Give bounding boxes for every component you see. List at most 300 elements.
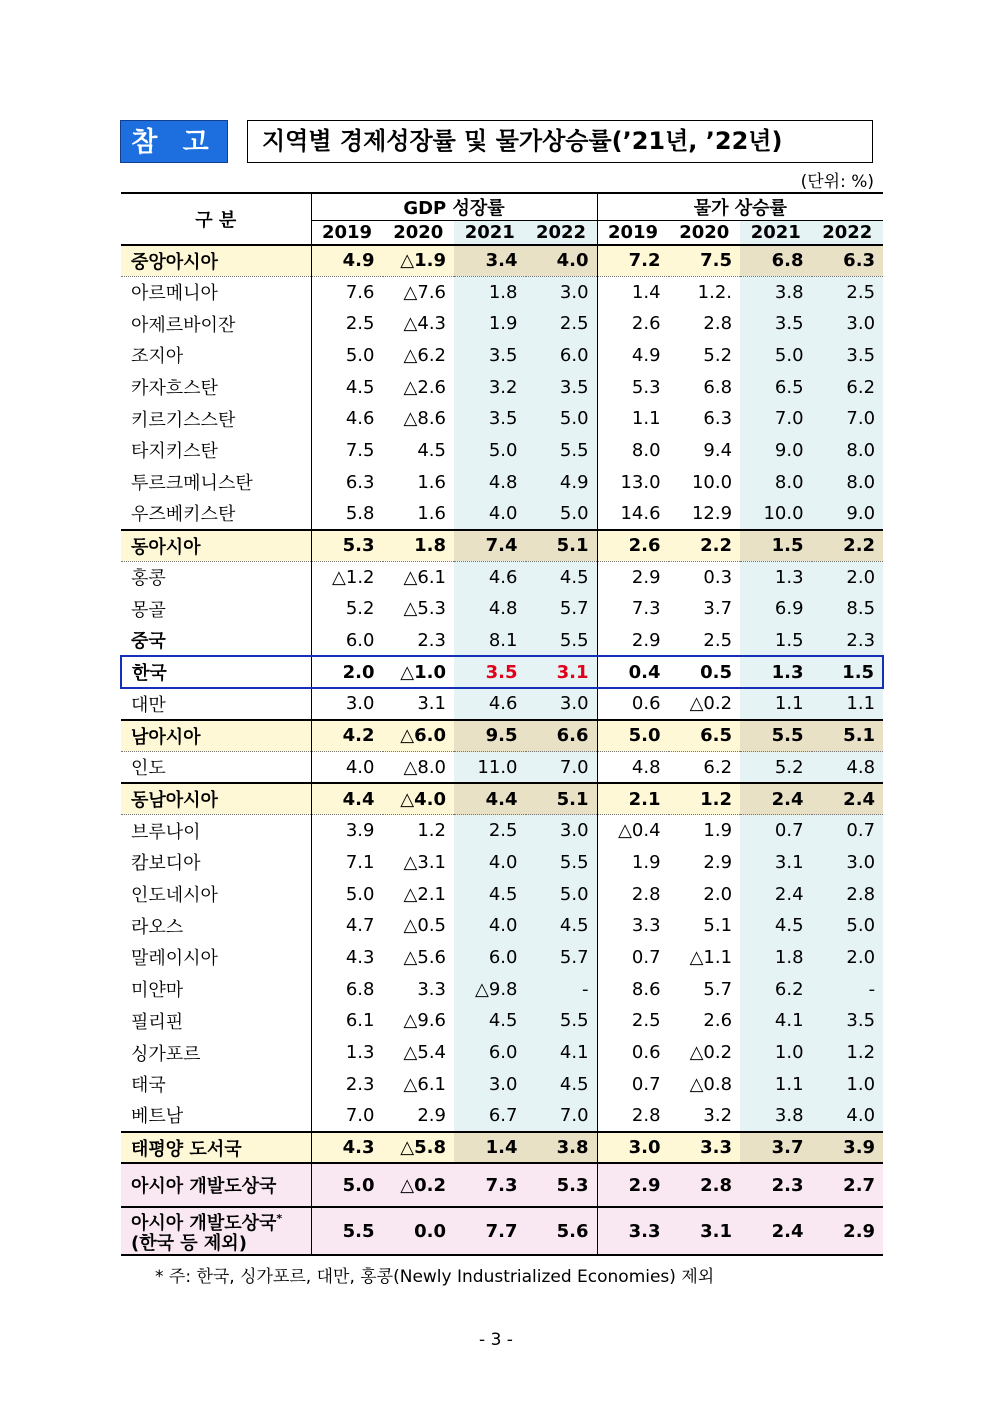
value-cell: △6.0 — [383, 720, 455, 752]
value-cell: 9.0 — [812, 498, 884, 530]
value-cell: 3.5 — [454, 656, 526, 688]
value-cell: 2.2 — [812, 530, 884, 562]
value-cell: 7.5 — [669, 245, 741, 277]
value-cell: △0.2 — [689, 693, 733, 715]
value-cell: 3.7 — [703, 598, 733, 620]
country-row — [121, 435, 883, 467]
value-cell: 2.8 — [812, 878, 884, 910]
value-cell: 7.3 — [454, 1163, 526, 1207]
value-cell: 6.5 — [740, 371, 812, 403]
value-cell: △1.0 — [383, 656, 455, 688]
country-row — [121, 1005, 883, 1037]
country-row — [121, 973, 883, 1005]
country-row — [121, 498, 883, 530]
value-cell: 1.2. — [697, 281, 733, 303]
value-cell: 4.8 — [812, 752, 884, 784]
value-cell: 7.0 — [526, 752, 598, 784]
value-cell: - — [526, 973, 598, 1005]
footnote: * 주: 한국, 싱가포르, 대만, 홍콩(Newly Industrialized Economies) 제외 — [155, 1267, 715, 1287]
value-cell: 0.7 — [631, 1073, 661, 1095]
country-row — [121, 340, 883, 372]
value-cell: 5.2 — [345, 598, 375, 620]
value-cell: △8.6 — [403, 408, 446, 430]
row-label — [121, 1207, 311, 1255]
value-cell: 7.0 — [812, 403, 884, 435]
row-label: 동남아시아 — [121, 783, 311, 815]
value-cell: 5.7 — [703, 978, 733, 1000]
value-cell: 5.1 — [526, 530, 598, 562]
value-cell: △0.2 — [383, 1163, 455, 1207]
row-label: 투르크메니스탄 — [121, 466, 311, 498]
value-cell: 2.9 — [631, 629, 661, 651]
value-cell: 0.7 — [631, 946, 661, 968]
value-cell: △1.9 — [383, 245, 455, 277]
country-row — [121, 371, 883, 403]
value-cell: 2.8 — [631, 883, 661, 905]
value-cell: 4.5 — [526, 561, 598, 593]
country-row — [121, 308, 883, 340]
value-cell: 5.2 — [740, 752, 812, 784]
value-cell: 0.5 — [669, 656, 741, 688]
value-cell: 3.1 — [417, 693, 446, 715]
value-cell: 1.9 — [454, 308, 526, 340]
value-cell: 4.5 — [526, 1068, 598, 1100]
value-cell: 5.8 — [345, 502, 375, 524]
value-cell: △2.6 — [403, 376, 446, 398]
value-cell: 2.9 — [631, 566, 661, 588]
value-cell: 1.2 — [417, 820, 446, 842]
value-cell: 1.2 — [669, 783, 741, 815]
value-cell: 7.6 — [345, 281, 375, 303]
value-cell: 8.0 — [631, 439, 661, 461]
value-cell: 3.5 — [526, 371, 598, 403]
value-cell: 3.1 — [740, 847, 812, 879]
row-label: 몽골 — [121, 593, 311, 625]
value-cell: 2.9 — [812, 1207, 884, 1255]
value-cell: 4.5 — [417, 439, 446, 461]
value-cell: 5.6 — [526, 1207, 598, 1255]
value-cell: 4.5 — [454, 1005, 526, 1037]
value-cell: 2.8 — [669, 1163, 741, 1207]
country-row — [121, 276, 883, 308]
value-cell: 1.0 — [812, 1068, 884, 1100]
value-cell: 3.4 — [454, 245, 526, 277]
country-row — [121, 815, 883, 847]
value-cell: 3.3 — [597, 1207, 669, 1255]
value-cell: 6.8 — [740, 245, 812, 277]
growth-inflation-table — [120, 192, 884, 1256]
value-cell: 0.6 — [631, 1042, 661, 1064]
value-cell: △7.6 — [403, 281, 446, 303]
value-cell: 2.3 — [345, 1073, 375, 1095]
value-cell: 1.1 — [740, 688, 812, 720]
value-cell: 5.0 — [740, 340, 812, 372]
country-row — [121, 688, 883, 720]
value-cell: 6.3 — [703, 408, 733, 430]
country-row — [121, 910, 883, 942]
value-cell: 2.9 — [597, 1163, 669, 1207]
value-cell: △5.6 — [403, 946, 446, 968]
value-cell: 3.9 — [345, 820, 375, 842]
value-cell: 1.9 — [631, 851, 661, 873]
value-cell: 1.6 — [417, 502, 446, 524]
value-cell: 7.4 — [454, 530, 526, 562]
year-header: 2021 — [454, 221, 526, 245]
row-label: 홍콩 — [121, 561, 311, 593]
value-cell: 4.7 — [345, 915, 375, 937]
value-cell: 6.8 — [703, 376, 733, 398]
country-row — [121, 593, 883, 625]
country-row — [121, 752, 883, 784]
value-cell: △5.8 — [383, 1132, 455, 1164]
value-cell: 5.7 — [526, 593, 598, 625]
value-cell: △0.4 — [618, 820, 661, 842]
value-cell: 5.7 — [526, 942, 598, 974]
value-cell: 1.6 — [417, 471, 446, 493]
value-cell: 3.8 — [740, 1100, 812, 1132]
value-cell: 5.5 — [526, 625, 598, 657]
value-cell: 4.5 — [454, 878, 526, 910]
value-cell: 4.2 — [311, 720, 383, 752]
row-label: 필리핀 — [121, 1005, 311, 1037]
value-cell: 3.1 — [526, 656, 598, 688]
value-cell: 3.0 — [526, 276, 598, 308]
value-cell: 13.0 — [620, 471, 661, 493]
value-cell: 5.5 — [740, 720, 812, 752]
row-label: 미얀마 — [121, 973, 311, 1005]
value-cell: 6.3 — [345, 471, 375, 493]
country-row — [121, 656, 883, 688]
country-row — [121, 1037, 883, 1069]
value-cell: 3.3 — [631, 915, 661, 937]
value-cell: 4.0 — [454, 498, 526, 530]
value-cell: 11.0 — [454, 752, 526, 784]
value-cell: 5.0 — [812, 910, 884, 942]
value-cell: 2.0 — [703, 883, 733, 905]
country-row — [121, 847, 883, 879]
value-cell: 10.0 — [740, 498, 812, 530]
value-cell: 5.0 — [526, 498, 598, 530]
reference-tag: 참 고 — [120, 120, 228, 163]
value-cell: △9.6 — [403, 1010, 446, 1032]
value-cell: 1.8 — [454, 276, 526, 308]
value-cell: △0.5 — [403, 915, 446, 937]
value-cell: △5.3 — [403, 598, 446, 620]
value-cell: 12.9 — [691, 502, 733, 524]
value-cell: 6.5 — [669, 720, 741, 752]
row-label: 인도네시아 — [121, 878, 311, 910]
label-line: (한국 등 제외) — [131, 1232, 247, 1254]
value-cell: 3.0 — [454, 1068, 526, 1100]
value-cell: 5.3 — [631, 376, 661, 398]
value-cell: 7.7 — [454, 1207, 526, 1255]
value-cell: 2.0 — [812, 942, 884, 974]
value-cell: 6.8 — [345, 978, 375, 1000]
year-header: 2019 — [597, 221, 669, 245]
value-cell: 2.4 — [740, 1207, 812, 1255]
value-cell: 2.5 — [526, 308, 598, 340]
value-cell: 0.4 — [597, 656, 669, 688]
value-cell: 5.5 — [526, 847, 598, 879]
value-cell: 9.0 — [740, 435, 812, 467]
year-header: 2021 — [740, 221, 812, 245]
value-cell: △2.1 — [403, 883, 446, 905]
value-cell: 7.1 — [345, 851, 375, 873]
value-cell: 3.9 — [812, 1132, 884, 1164]
value-cell: 1.3 — [740, 561, 812, 593]
country-row — [121, 403, 883, 435]
row-label: 남아시아 — [121, 720, 311, 752]
value-cell: 3.1 — [669, 1207, 741, 1255]
value-cell: 1.2 — [812, 1037, 884, 1069]
value-cell: 1.0 — [740, 1037, 812, 1069]
row-label: 캄보디아 — [121, 847, 311, 879]
value-cell: 6.2 — [703, 756, 733, 778]
value-cell: 2.1 — [597, 783, 669, 815]
row-label: 중앙아시아 — [121, 245, 311, 277]
value-cell: - — [812, 973, 884, 1005]
value-cell: 5.0 — [454, 435, 526, 467]
value-cell: 8.1 — [454, 625, 526, 657]
year-header: 2020 — [383, 221, 455, 245]
value-cell: 2.5 — [631, 1010, 661, 1032]
value-cell: 5.0 — [345, 883, 375, 905]
value-cell: △8.0 — [403, 756, 446, 778]
footnote-mark: * — [276, 1211, 283, 1225]
row-label: 태평양 도서국 — [121, 1132, 311, 1164]
value-cell: 1.5 — [740, 530, 812, 562]
value-cell: 4.1 — [740, 1005, 812, 1037]
row-label: 아르메니아 — [121, 276, 311, 308]
value-cell: 0.7 — [812, 815, 884, 847]
value-cell: 5.0 — [345, 344, 375, 366]
value-cell: 8.5 — [812, 593, 884, 625]
row-label: 태국 — [121, 1068, 311, 1100]
value-cell: 1.5 — [812, 656, 884, 688]
value-cell: 6.7 — [454, 1100, 526, 1132]
value-cell: 4.5 — [740, 910, 812, 942]
value-cell: 6.9 — [740, 593, 812, 625]
value-cell: 7.0 — [345, 1104, 375, 1126]
value-cell: △6.1 — [403, 566, 446, 588]
value-cell: 3.0 — [597, 1132, 669, 1164]
value-cell: 3.5 — [454, 403, 526, 435]
value-cell: 5.0 — [526, 403, 598, 435]
value-cell: 4.1 — [526, 1037, 598, 1069]
label-line: 아시아 개발도상국 — [131, 1212, 277, 1234]
value-cell: 4.6 — [345, 408, 375, 430]
value-cell: 3.8 — [526, 1132, 598, 1164]
value-cell: 1.3 — [740, 656, 812, 688]
value-cell: 8.0 — [740, 466, 812, 498]
value-cell: 14.6 — [620, 502, 661, 524]
country-row — [121, 466, 883, 498]
value-cell: △0.2 — [689, 1042, 733, 1064]
value-cell: △1.1 — [689, 946, 733, 968]
value-cell: 7.3 — [631, 598, 661, 620]
value-cell: 7.5 — [345, 439, 375, 461]
value-cell: 3.3 — [417, 978, 446, 1000]
value-cell: 2.2 — [669, 530, 741, 562]
value-cell: 1.9 — [703, 820, 733, 842]
value-cell: 2.0 — [812, 561, 884, 593]
value-cell: 5.1 — [703, 915, 733, 937]
value-cell: 5.3 — [526, 1163, 598, 1207]
value-cell: 2.8 — [703, 313, 733, 335]
year-header: 2019 — [311, 221, 383, 245]
value-cell: 7.2 — [597, 245, 669, 277]
value-cell: 3.0 — [526, 688, 598, 720]
value-cell: 3.5 — [454, 340, 526, 372]
value-cell: 1.8 — [740, 942, 812, 974]
value-cell: 5.1 — [526, 783, 598, 815]
value-cell: 3.3 — [669, 1132, 741, 1164]
value-cell: 1.1 — [631, 408, 661, 430]
row-label: 중국 — [121, 625, 311, 657]
value-cell: 10.0 — [691, 471, 733, 493]
value-cell: 4.8 — [631, 756, 661, 778]
value-cell: 3.0 — [812, 308, 884, 340]
region-row — [121, 720, 883, 752]
value-cell: 3.5 — [812, 1005, 884, 1037]
value-cell: 3.2 — [454, 371, 526, 403]
value-cell: 2.6 — [631, 313, 661, 335]
value-cell: 4.6 — [454, 688, 526, 720]
value-cell: 5.1 — [812, 720, 884, 752]
value-cell: 8.6 — [631, 978, 661, 1000]
value-cell: 4.0 — [454, 910, 526, 942]
value-cell: 7.0 — [740, 403, 812, 435]
value-cell: 5.5 — [311, 1207, 383, 1255]
value-cell: △4.3 — [403, 313, 446, 335]
value-cell: 3.5 — [740, 308, 812, 340]
row-label: 우즈베키스탄 — [121, 498, 311, 530]
row-label: 브루나이 — [121, 815, 311, 847]
row-label: 베트남 — [121, 1100, 311, 1132]
value-cell: 4.0 — [345, 756, 375, 778]
value-cell: 2.9 — [703, 851, 733, 873]
value-cell: 3.8 — [740, 276, 812, 308]
row-label: 키르기스스탄 — [121, 403, 311, 435]
row-label: 한국 — [121, 656, 311, 688]
value-cell: 0.0 — [383, 1207, 455, 1255]
value-cell: △3.1 — [403, 851, 446, 873]
value-cell: 1.8 — [383, 530, 455, 562]
row-label: 조지아 — [121, 340, 311, 372]
value-cell: 4.6 — [454, 561, 526, 593]
value-cell: 2.5 — [454, 815, 526, 847]
row-label: 말레이시아 — [121, 942, 311, 974]
value-cell: 7.0 — [526, 1100, 598, 1132]
value-cell: 3.0 — [812, 847, 884, 879]
value-cell: 2.6 — [597, 530, 669, 562]
value-cell: 4.9 — [526, 466, 598, 498]
value-cell: 2.3 — [740, 1163, 812, 1207]
value-cell: 3.0 — [526, 815, 598, 847]
value-cell: 1.3 — [345, 1042, 375, 1064]
value-cell: 3.5 — [812, 340, 884, 372]
value-cell: △5.4 — [403, 1042, 446, 1064]
country-row — [121, 1100, 883, 1132]
year-header: 2022 — [812, 221, 884, 245]
value-cell: 5.0 — [597, 720, 669, 752]
value-cell: 2.0 — [311, 656, 383, 688]
value-cell: 4.0 — [526, 245, 598, 277]
value-cell: △4.0 — [383, 783, 455, 815]
value-cell: 0.3 — [703, 566, 733, 588]
value-cell: 4.5 — [526, 910, 598, 942]
value-cell: 8.0 — [812, 435, 884, 467]
value-cell: 3.0 — [345, 693, 375, 715]
year-header: 2022 — [526, 221, 598, 245]
value-cell: 6.1 — [345, 1010, 375, 1032]
value-cell: △0.8 — [689, 1073, 733, 1095]
gdp-header: GDP 성장률 — [311, 193, 597, 221]
value-cell: 6.0 — [454, 942, 526, 974]
value-cell: 2.7 — [812, 1163, 884, 1207]
value-cell: 1.1 — [812, 688, 884, 720]
value-cell: 2.4 — [812, 783, 884, 815]
value-cell: 5.2 — [703, 344, 733, 366]
value-cell: 2.3 — [812, 625, 884, 657]
year-header: 2020 — [669, 221, 741, 245]
row-label: 인도 — [121, 752, 311, 784]
value-cell: 4.3 — [311, 1132, 383, 1164]
row-label: 라오스 — [121, 910, 311, 942]
value-cell: 6.0 — [526, 340, 598, 372]
value-cell: 6.2 — [740, 973, 812, 1005]
value-cell: 2.9 — [417, 1104, 446, 1126]
value-cell: △6.1 — [403, 1073, 446, 1095]
value-cell: 4.9 — [311, 245, 383, 277]
country-row — [121, 942, 883, 974]
total-row — [121, 1163, 883, 1207]
value-cell: △1.2 — [332, 566, 375, 588]
value-cell: 2.3 — [417, 629, 446, 651]
value-cell: 4.8 — [454, 593, 526, 625]
value-cell: 5.5 — [526, 435, 598, 467]
unit-label: (단위: %) — [800, 172, 874, 192]
value-cell: 2.5 — [812, 276, 884, 308]
value-cell: △6.2 — [403, 344, 446, 366]
value-cell: 9.4 — [703, 439, 733, 461]
value-cell: 6.0 — [454, 1037, 526, 1069]
row-label: 아제르바이잔 — [121, 308, 311, 340]
category-header: 구 분 — [121, 193, 311, 245]
value-cell: 1.1 — [740, 1068, 812, 1100]
value-cell: 6.6 — [526, 720, 598, 752]
value-cell: 8.0 — [812, 466, 884, 498]
page-title: 지역별 경제성장률 및 물가상승률(’21년, ’22년) — [247, 120, 873, 163]
value-cell: 3.2 — [703, 1104, 733, 1126]
value-cell: 2.6 — [703, 1010, 733, 1032]
total-excl-row — [121, 1207, 883, 1255]
value-cell: 9.5 — [454, 720, 526, 752]
country-row — [121, 561, 883, 593]
cpi-header: 물가 상승률 — [597, 193, 883, 221]
country-row — [121, 878, 883, 910]
value-cell: 2.4 — [740, 783, 812, 815]
row-label: 대만 — [121, 688, 311, 720]
value-cell: 0.7 — [740, 815, 812, 847]
value-cell: 2.8 — [631, 1104, 661, 1126]
row-label: 싱가포르 — [121, 1037, 311, 1069]
value-cell: 4.4 — [311, 783, 383, 815]
value-cell: 0.6 — [631, 693, 661, 715]
value-cell: 5.5 — [526, 1005, 598, 1037]
value-cell: 1.4 — [454, 1132, 526, 1164]
value-cell: 4.3 — [345, 946, 375, 968]
